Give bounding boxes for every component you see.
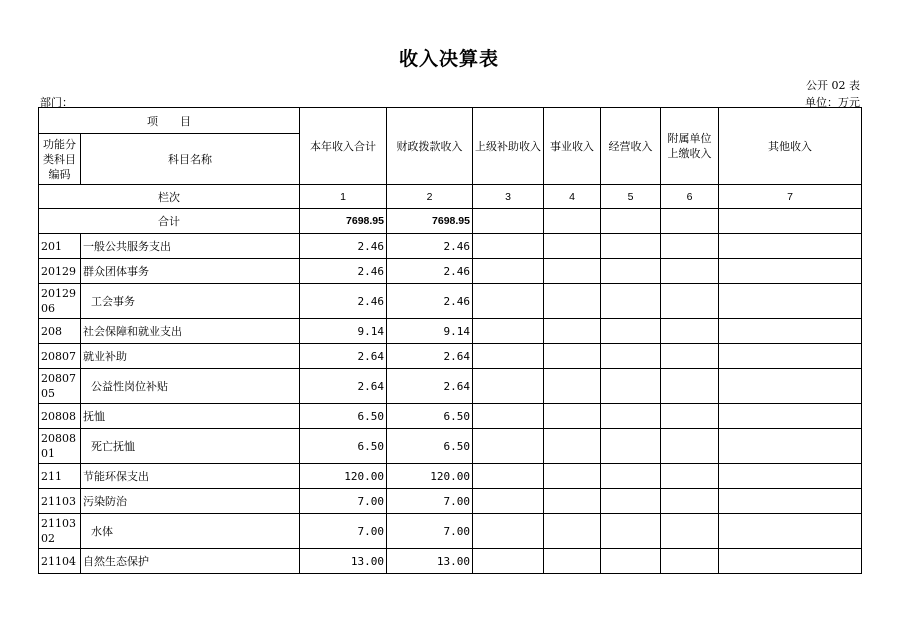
- subject-name-cell: 抚恤: [81, 404, 300, 429]
- affiliated-cell: [661, 234, 719, 259]
- other-cell: [719, 549, 862, 574]
- business-cell: [544, 429, 601, 464]
- subject-name-cell: 工会事务: [81, 284, 300, 319]
- affiliated-cell: [661, 549, 719, 574]
- income-table: [38, 107, 862, 574]
- affiliated-cell: [661, 464, 719, 489]
- table-row: [39, 549, 862, 574]
- table-row: [39, 464, 862, 489]
- column-index: 3: [473, 185, 544, 209]
- department-label: 部门：: [40, 96, 73, 109]
- upper-cell: [473, 259, 544, 284]
- empty-cell: [544, 209, 601, 234]
- fiscal-cell: 120.00: [387, 464, 473, 489]
- other-cell: [719, 259, 862, 284]
- table-row: [39, 429, 862, 464]
- func-code-cell: 2080705: [39, 369, 81, 404]
- func-code-cell: 201: [39, 234, 81, 259]
- empty-cell: [473, 209, 544, 234]
- subject-name-cell: 一般公共服务支出: [81, 234, 300, 259]
- other-cell: [719, 284, 862, 319]
- column-index: 6: [661, 185, 719, 209]
- func-code-cell: 21103: [39, 489, 81, 514]
- upper-cell: [473, 429, 544, 464]
- total-income-cell: 2.64: [300, 344, 387, 369]
- operating-cell: [601, 549, 661, 574]
- func-code-cell: 20808: [39, 404, 81, 429]
- header-func-code: 功能分类科目编码: [39, 134, 81, 185]
- operating-cell: [601, 514, 661, 549]
- column-index: 5: [601, 185, 661, 209]
- fiscal-cell: 6.50: [387, 404, 473, 429]
- operating-cell: [601, 369, 661, 404]
- fiscal-cell: 9.14: [387, 319, 473, 344]
- fiscal-cell: 7.00: [387, 514, 473, 549]
- table-row: [39, 489, 862, 514]
- column-index-label: 栏次: [39, 185, 300, 209]
- upper-cell: [473, 369, 544, 404]
- other-cell: [719, 234, 862, 259]
- operating-cell: [601, 319, 661, 344]
- upper-cell: [473, 404, 544, 429]
- total-income-cell: 120.00: [300, 464, 387, 489]
- func-code-cell: 20129: [39, 259, 81, 284]
- total-income-cell: 13.00: [300, 549, 387, 574]
- subject-name-cell: 水体: [81, 514, 300, 549]
- fiscal-cell: 2.64: [387, 369, 473, 404]
- upper-cell: [473, 464, 544, 489]
- header-project: 项 目: [39, 108, 300, 134]
- upper-cell: [473, 234, 544, 259]
- total-income-cell: 2.46: [300, 234, 387, 259]
- column-index: 7: [719, 185, 862, 209]
- affiliated-cell: [661, 284, 719, 319]
- func-code-cell: 2080801: [39, 429, 81, 464]
- upper-cell: [473, 549, 544, 574]
- operating-cell: [601, 489, 661, 514]
- subject-name-cell: 社会保障和就业支出: [81, 319, 300, 344]
- table-row: [39, 344, 862, 369]
- upper-cell: [473, 319, 544, 344]
- subject-name-cell: 就业补助: [81, 344, 300, 369]
- table-row: [39, 514, 862, 549]
- column-index: 1: [300, 185, 387, 209]
- table-row: [39, 234, 862, 259]
- form-number: 公开 02 表: [806, 79, 860, 92]
- func-code-cell: 2110302: [39, 514, 81, 549]
- total-income-cell: 2.64: [300, 369, 387, 404]
- fiscal-cell: 2.64: [387, 344, 473, 369]
- operating-cell: [601, 344, 661, 369]
- upper-cell: [473, 514, 544, 549]
- affiliated-cell: [661, 429, 719, 464]
- upper-cell: [473, 344, 544, 369]
- func-code-cell: 21104: [39, 549, 81, 574]
- affiliated-cell: [661, 369, 719, 404]
- business-cell: [544, 319, 601, 344]
- business-cell: [544, 234, 601, 259]
- other-cell: [719, 319, 862, 344]
- total-income-cell: 6.50: [300, 404, 387, 429]
- operating-cell: [601, 404, 661, 429]
- header-total-income: 本年收入合计: [300, 108, 387, 185]
- business-cell: [544, 369, 601, 404]
- func-code-cell: 20807: [39, 344, 81, 369]
- func-code-cell: 208: [39, 319, 81, 344]
- total-income-cell: 7.00: [300, 514, 387, 549]
- subject-name-cell: 群众团体事务: [81, 259, 300, 284]
- page-title: 收入决算表: [398, 48, 499, 70]
- func-code-cell: 2012906: [39, 284, 81, 319]
- total-income-cell: 7.00: [300, 489, 387, 514]
- empty-cell: [601, 209, 661, 234]
- business-cell: [544, 284, 601, 319]
- fiscal-cell: 2.46: [387, 259, 473, 284]
- table-row: [39, 369, 862, 404]
- other-cell: [719, 514, 862, 549]
- other-cell: [719, 344, 862, 369]
- total-fiscal-value: 7698.95: [387, 209, 473, 234]
- business-cell: [544, 514, 601, 549]
- upper-cell: [473, 284, 544, 319]
- other-cell: [719, 489, 862, 514]
- total-income-cell: 6.50: [300, 429, 387, 464]
- table-row: [39, 319, 862, 344]
- column-index: 2: [387, 185, 473, 209]
- func-code-cell: 211: [39, 464, 81, 489]
- fiscal-cell: 2.46: [387, 234, 473, 259]
- header-other: 其他收入: [719, 108, 862, 185]
- subject-name-cell: 死亡抚恤: [81, 429, 300, 464]
- header-upper: 上级补助收入: [473, 108, 544, 185]
- affiliated-cell: [661, 259, 719, 284]
- total-income-value: 7698.95: [300, 209, 387, 234]
- header-subject-name: 科目名称: [81, 134, 300, 185]
- subject-name-cell: 污染防治: [81, 489, 300, 514]
- other-cell: [719, 369, 862, 404]
- business-cell: [544, 404, 601, 429]
- total-income-cell: 2.46: [300, 284, 387, 319]
- other-cell: [719, 464, 862, 489]
- header-business: 事业收入: [544, 108, 601, 185]
- operating-cell: [601, 234, 661, 259]
- empty-cell: [719, 209, 862, 234]
- total-income-cell: 9.14: [300, 319, 387, 344]
- operating-cell: [601, 259, 661, 284]
- subject-name-cell: 公益性岗位补贴: [81, 369, 300, 404]
- column-index: 4: [544, 185, 601, 209]
- subject-name-cell: 自然生态保护: [81, 549, 300, 574]
- header-affiliated: 附属单位上缴收入: [661, 108, 719, 185]
- other-cell: [719, 429, 862, 464]
- upper-cell: [473, 489, 544, 514]
- other-cell: [719, 404, 862, 429]
- business-cell: [544, 259, 601, 284]
- affiliated-cell: [661, 344, 719, 369]
- business-cell: [544, 549, 601, 574]
- fiscal-cell: 7.00: [387, 489, 473, 514]
- subject-name-cell: 节能环保支出: [81, 464, 300, 489]
- affiliated-cell: [661, 404, 719, 429]
- affiliated-cell: [661, 319, 719, 344]
- header-fiscal: 财政拨款收入: [387, 108, 473, 185]
- total-row-label: 合计: [39, 209, 300, 234]
- empty-cell: [661, 209, 719, 234]
- business-cell: [544, 344, 601, 369]
- unit-label: 单位：万元: [805, 96, 860, 109]
- fiscal-cell: 2.46: [387, 284, 473, 319]
- table-row: [39, 284, 862, 319]
- total-income-cell: 2.46: [300, 259, 387, 284]
- business-cell: [544, 489, 601, 514]
- table-row: [39, 259, 862, 284]
- business-cell: [544, 464, 601, 489]
- fiscal-cell: 6.50: [387, 429, 473, 464]
- operating-cell: [601, 464, 661, 489]
- table-row: [39, 404, 862, 429]
- fiscal-cell: 13.00: [387, 549, 473, 574]
- header-operating: 经营收入: [601, 108, 661, 185]
- affiliated-cell: [661, 514, 719, 549]
- operating-cell: [601, 429, 661, 464]
- operating-cell: [601, 284, 661, 319]
- affiliated-cell: [661, 489, 719, 514]
